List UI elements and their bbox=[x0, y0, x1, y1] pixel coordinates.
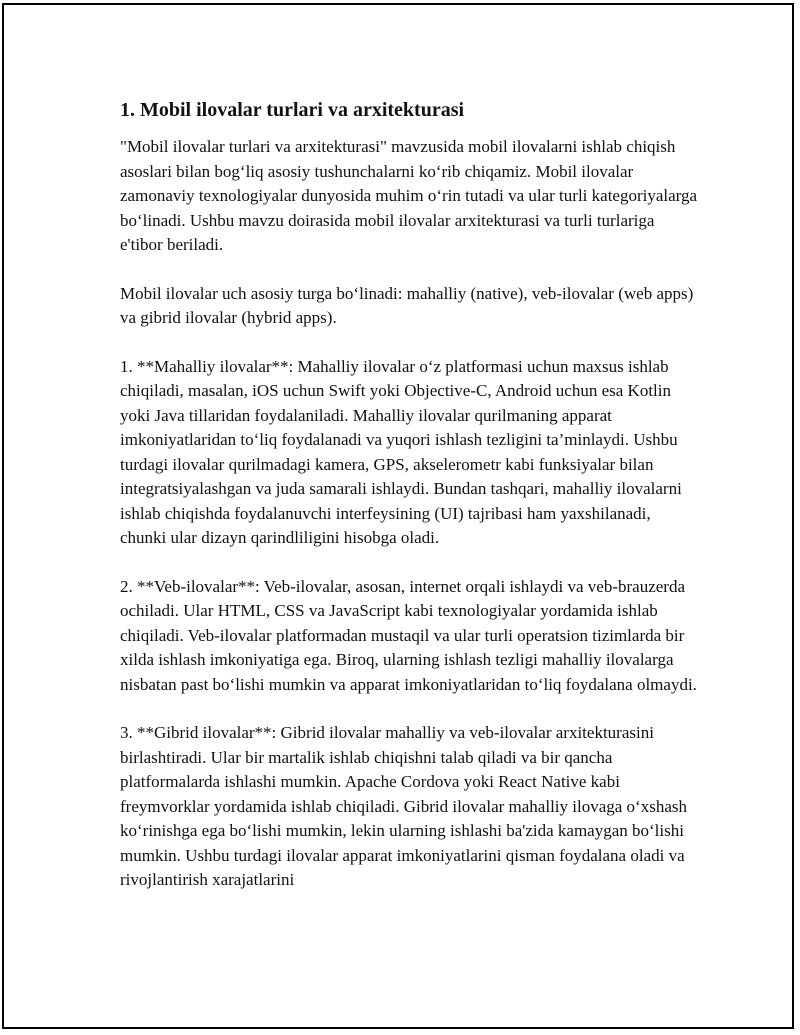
intro-paragraph: "Mobil ilovalar turlari va arxitekturasi" mavzusida mobil ilovalarni ishlab chiqish asoslari bilan bog‘liq asosiy tushunchalarni ko‘rib chiqamiz. Mobil ilovalar zamonaviy texnologiyalar dunyosida muhim o‘rin tutadi va ular turli kategoriyalarga bo‘linadi. Ushbu mavzu doirasida mobil ilovalar arxitekturasi va turli turlariga e'tibor beriladi. bbox=[120, 137, 698, 254]
section-title: 1. Mobil ilovalar turlari va arxitekturasi bbox=[120, 99, 465, 121]
document-page bbox=[2, 3, 794, 1029]
hybrid-apps-paragraph: 3. **Gibrid ilovalar**: Gibrid ilovalar mahalliy va veb-ilovalar arxitekturasini birlashtiradi. Ular bir martalik ishlab chiqishni talab qiladi va bir qancha platformalarda ishlashi mumkin. Apache Cordova yoki React Native kabi freymvorklar yordamida ishlab chiqiladi. Gibrid ilovalar mahalliy ilovaga o‘xshash ko‘rinishga ega bo‘lishi mumkin, lekin ularning ishlashi ba'zida kamaygan bo‘lishi mumkin. Ushbu turdagi ilovalar apparat imkoniyatlarini qisman foydalana oladi va rivojlantirish xarajatlarini bbox=[120, 723, 687, 889]
types-summary-paragraph: Mobil ilovalar uch asosiy turga bo‘linadi: mahalliy (native), veb-ilovalar (web apps) va gibrid ilovalar (hybrid apps). bbox=[120, 283, 694, 327]
web-apps-paragraph: 2. **Veb-ilovalar**: Veb-ilovalar, asosan, internet orqali ishlaydi va veb-brauzerda ochiladi. Ular HTML, CSS va JavaScript kabi texnologiyalar yordamida ishlab chiqiladi. Veb-ilovalar platformadan mustaqil va ular turli operatsion tizimlarda bir xilda ishlash imkoniyatiga ega. Biroq, ularning ishlash tezligi mahalliy ilovalarga nisbatan past bo‘lishi mumkin va apparat imkoniyatlaridan to‘liq foydalana olmaydi. bbox=[120, 576, 697, 694]
document-body bbox=[120, 97, 700, 893]
native-apps-paragraph: 1. **Mahalliy ilovalar**: Mahalliy ilovalar o‘z platformasi uchun maxsus ishlab chiqiladi, masalan, iOS uchun Swift yoki Objective-C, Android uchun esa Kotlin yoki Java tillaridan foydalaniladi. Mahalliy ilovalar qurilmaning apparat imkoniyatlaridan to‘liq foydalanadi va yuqori ishlash tezligini ta’minlaydi. Ushbu turdagi ilovalar qurilmadagi kamera, GPS, akselerometr kabi funksiyalar bilan integratsiyalashgan va juda samarali ishlaydi. Bundan tashqari, mahalliy ilovalarni ishlab chiqishda foydalanuvchi interfeysining (UI) tajribasi ham yaxshilanadi, chunki ular dizayn qarindliligini hisobga oladi. bbox=[120, 356, 682, 547]
